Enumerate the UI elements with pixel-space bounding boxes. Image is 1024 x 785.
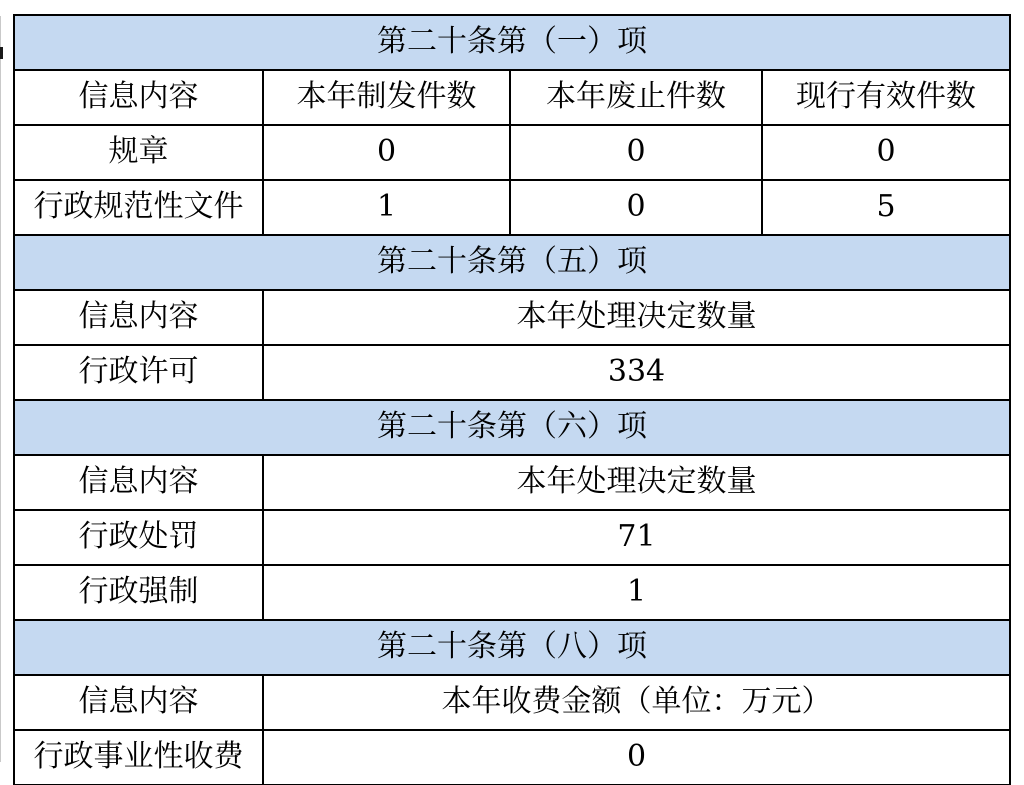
cell-value: 0 <box>510 125 762 180</box>
section-title: 第二十条第（六）项 <box>14 400 1010 455</box>
row-label: 行政规范性文件 <box>14 180 263 235</box>
column-header: 本年收费金额（单位：万元） <box>263 675 1010 730</box>
table-row <box>14 345 1010 400</box>
row-label: 行政强制 <box>14 565 263 620</box>
header-row <box>14 455 1010 510</box>
cell-value: 334 <box>263 345 1010 400</box>
column-header: 信息内容 <box>14 675 263 730</box>
column-header: 本年处理决定数量 <box>263 455 1010 510</box>
cell-value: 1 <box>263 180 510 235</box>
section-title-row <box>14 235 1010 290</box>
section-title-row <box>14 15 1010 70</box>
cell-value: 1 <box>263 565 1010 620</box>
cell-value: 0 <box>762 125 1010 180</box>
row-label: 行政事业性收费 <box>14 730 263 785</box>
section-title-row <box>14 400 1010 455</box>
table-row <box>14 565 1010 620</box>
section-title: 第二十条第（八）项 <box>14 620 1010 675</box>
disclosure-statistics-table <box>13 14 1011 785</box>
column-header: 本年废止件数 <box>510 70 762 125</box>
row-label: 行政处罚 <box>14 510 263 565</box>
section-title-row <box>14 620 1010 675</box>
row-label: 规章 <box>14 125 263 180</box>
cell-value: 0 <box>263 730 1010 785</box>
disclosure-table-container <box>13 14 1011 785</box>
column-header: 信息内容 <box>14 70 263 125</box>
column-header: 本年制发件数 <box>263 70 510 125</box>
cell-value: 0 <box>510 180 762 235</box>
table-row <box>14 730 1010 785</box>
header-row <box>14 70 1010 125</box>
table-row <box>14 180 1010 235</box>
scan-artifact-mark <box>0 47 3 59</box>
table-row <box>14 510 1010 565</box>
column-header: 信息内容 <box>14 290 263 345</box>
header-row <box>14 290 1010 345</box>
cell-value: 5 <box>762 180 1010 235</box>
scan-artifact-line <box>0 16 1 762</box>
header-row <box>14 675 1010 730</box>
cell-value: 0 <box>263 125 510 180</box>
column-header: 本年处理决定数量 <box>263 290 1010 345</box>
row-label: 行政许可 <box>14 345 263 400</box>
section-title: 第二十条第（五）项 <box>14 235 1010 290</box>
section-title: 第二十条第（一）项 <box>14 15 1010 70</box>
cell-value: 71 <box>263 510 1010 565</box>
column-header: 信息内容 <box>14 455 263 510</box>
table-row <box>14 125 1010 180</box>
column-header: 现行有效件数 <box>762 70 1010 125</box>
